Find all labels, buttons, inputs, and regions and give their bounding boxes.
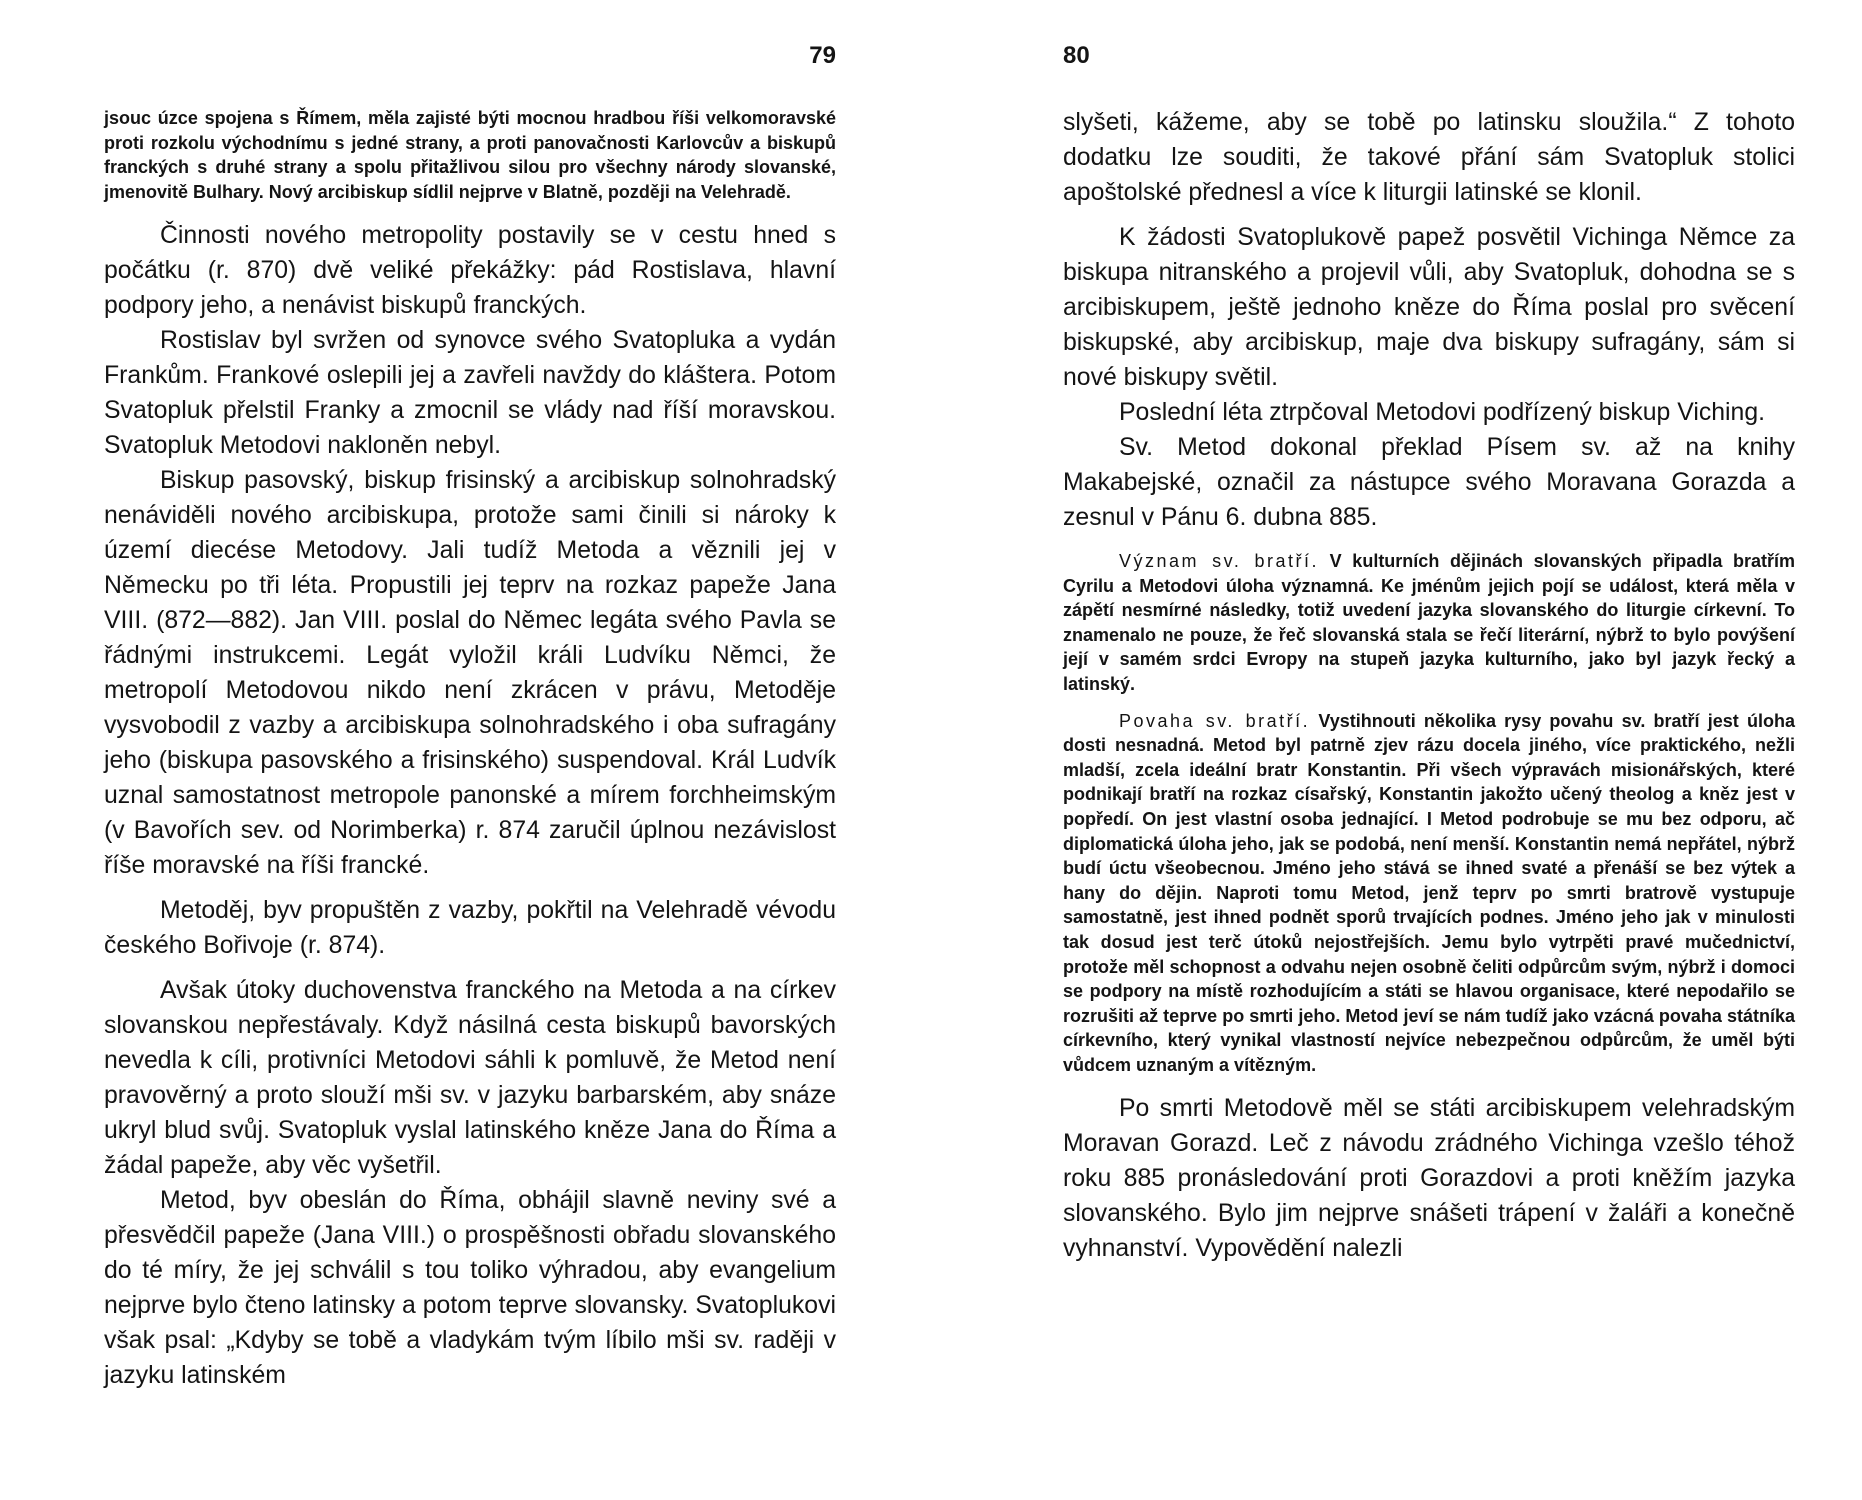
note-paragraph bbox=[1063, 549, 1795, 697]
paragraph: Metod, byv obeslán do Říma, obhájil slavně neviny své a přesvědčil papeže (Jana VIII.) o prospěšnosti obřadu slovanského do té míry, že jej schválil s tou toliko výhradou, aby evangelium nejprve bylo čteno latinsky a potom teprve slovansky. Svatoplukovi však psal: „Kdyby se tobě a vladykám tvým líbilo mši sv. raději v jazyku latinském bbox=[104, 1187, 836, 1390]
paragraph: Metoděj, byv propuštěn z vazby, pokřtil na Velehradě vévodu českého Bořivoje (r. 874). bbox=[104, 897, 836, 960]
paragraph: Rostislav byl svržen od synovce svého Svatopluka a vydán Frankům. Frankové oslepili jej a zavřeli navždy do kláštera. Potom Svatopluk přelstil Franky a zmocnil se vlády nad říší moravskou. Svatopluk Metodovi nakloněn nebyl. bbox=[104, 327, 836, 460]
note-heading: Význam sv. bratří. bbox=[1119, 551, 1319, 571]
paragraph: slyšeti, kážeme, aby se tobě po latinsku sloužila.“ Z tohoto dodatku lze souditi, že takové přání sám Svatopluk stolici apoštolské přednesl a více k liturgii latinské se klonil. bbox=[1063, 109, 1795, 206]
paragraph: Avšak útoky duchovenstva franckého na Metoda a na církev slovanskou nepřestávaly. Když násilná cesta biskupů bavorských nevedla k cíli, protivníci Metodovi sáhli k pomluvě, že Metod není pravověrný a proto slouží mši sv. v jazyku barbarském, aby snáze ukryl blud svůj. Svatopluk vyslal latinského kněze Jana do Říma a žádal papeže, aby věc vyšetřil. bbox=[104, 977, 836, 1180]
note-heading: Povaha sv. bratří. bbox=[1119, 710, 1311, 731]
note-paragraph bbox=[1063, 709, 1795, 1078]
left-page bbox=[104, 0, 836, 1500]
paragraph: Po smrti Metodově měl se státi arcibiskupem velehradským Moravan Gorazd. Leč z návodu zrádného Vichinga vzešlo téhož roku 885 pronásledování proti Gorazdovi a proti kněžím jazyka slovanského. Bylo jim nejprve snášeti trápení v žaláři a konečně vyhnanství. Vypovědění nalezli bbox=[1063, 1095, 1795, 1263]
page-number: 80 bbox=[1063, 42, 1090, 69]
page-body bbox=[1063, 105, 1795, 1266]
page-body bbox=[104, 106, 836, 1393]
paragraph: Činnosti nového metropolity postavily se v cestu hned s počátku (r. 870) dvě veliké překážky: pád Rostislava, hlavní podpory jeho, a nenávist biskupů franckých. bbox=[104, 222, 836, 320]
paragraph: jsouc úzce spojena s Římem, měla zajisté býti mocnou hradbou říši velkomoravské proti rozkolu východnímu s jedné strany, a proti panovačnosti Karlovcův a biskupů franckých s druhé strany a spolu přitažlivou silou pro všechny národy slovanské, jmenovitě Bulhary. Nový arcibiskup sídlil nejprve v Blatně, později na Velehradě. bbox=[104, 108, 836, 202]
page-number: 79 bbox=[809, 42, 836, 69]
paragraph: Poslední léta ztrpčoval Metodovi podřízený biskup Viching. bbox=[1119, 399, 1766, 426]
note-text: Vystihnouti několika rysy povahu sv. bratří jest úloha dosti nesnadná. Metod byl patrně zjev rázu docela jiného, více praktického, nežli mladší, zcela ideální bratr Konstantin. Při všech výpravách misionářských, které podnikají bratří na rozkaz císařský, Konstantin jakožto učený theolog a kněz jest v popředí. On jest vlastní osoba jednající. I Metod podrobuje se mu bez odporu, ač diplomatická úloha jeho, jak se podobá, není menší. Konstantin nemá nepřátel, nýbrž budí úctu všeobecnou. Jméno jeho stává se ihned svaté a přenáší se bez výtek a hany do dějin. Naproti tomu Metod, jenž teprv po smrti bratrově vystupuje samostatně, jest ihned podnět sporů trvajících podnes. Jméno jeho jak v minulosti tak dosud jest terč útoků nejostřejších. Jemu bylo vytrpěti pravé mučednictví, protože měl schopnost a odvahu nejen osobně čeliti odpůrcům svým, nýbrž i domoci se podpory na místě rozhodujícím a státi se hlavou organisace, které nepodařilo se rozrušiti až teprve po smrti jeho. Metod jeví se nám tudíž jako vzácná povaha státníka církevního, který vynikal vlastností nejvíce nebezpečnou odpůrcům, že uměl býti vůdcem uznaným a vítězným. bbox=[1063, 710, 1795, 1075]
right-page bbox=[1063, 0, 1795, 1500]
paragraph: K žádosti Svatoplukově papež posvětil Vichinga Němce za biskupa nitranského a projevil vůli, aby Svatopluk, dohodna se s arcibiskupem, ještě jednoho kněze do Říma poslal pro svěcení biskupské, aby arcibiskup, maje dva biskupy sufragány, sám si nové biskupy světil. bbox=[1063, 224, 1795, 391]
note-text: V kulturních dějinách slovanských připadla bratřím Cyrilu a Metodovi úloha významná. Ke jménům jejich pojí se událost, která měla v zápětí nesmírné následky, totiž uvedení jazyka slovanského do liturgie církevní. To znamenalo ne pouze, že řeč slovanská stala se řečí literární, nýbrž to bylo povýšení její v samém srdci Evropy na stupeň jazyka kulturního, jako byl jazyk řecký a latinský. bbox=[1063, 551, 1796, 694]
paragraph: Sv. Metod dokonal překlad Písem sv. až na knihy Makabejské, označil za nástupce svého Moravana Gorazda a zesnul v Pánu 6. dubna 885. bbox=[1063, 434, 1795, 531]
paragraph: Biskup pasovský, biskup frisinský a arcibiskup solnohradský nenáviděli nového arcibiskupa, protože sami činili si nároky k území diecése Metodovy. Jali tudíž Metoda a věznili jej v Německu po tři léta. Propustili jej teprv na rozkaz papeže Jana VIII. (872—882). Jan VIII. poslal do Němec legáta svého Pavla se řádnými instrukcemi. Legát vyložil králi Ludvíku Němci, že metropolí Metodovou nikdo není zkrácen v právu, Metoděje vysvobodil z vazby a arcibiskupa solnohradského i oba sufragány jeho (biskupa pasovského a frisinského) suspendoval. Král Ludvík uznal samostatnost metropole panonské a mírem forchheimským (v Bavořích sev. od Norimberka) r. 874 zaručil úplnou nezávislost říše moravské na říši francké. bbox=[104, 467, 836, 880]
